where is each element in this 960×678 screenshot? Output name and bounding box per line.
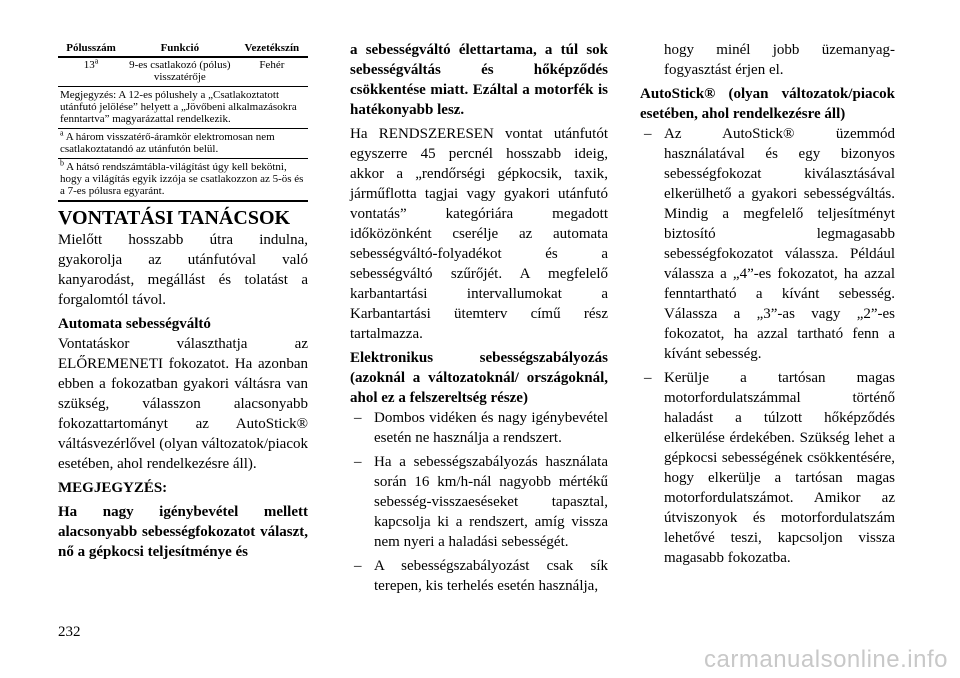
col-header-color: Vezetékszín	[236, 40, 308, 57]
col-header-pin: Pólusszám	[58, 40, 124, 57]
auto-transmission-title: Automata sebességváltó	[58, 316, 211, 332]
pin-table	[58, 40, 308, 202]
list-item: – Ha a sebességszabályozás használata során 16 km/h-nál nagyobb mértékű sebesség-visszaeséseket tapasztal, kapcsolja ki a rendszert, amíg vissza nem nyeri a haladási sebességét.	[350, 452, 608, 552]
note-title: MEGJEGYZÉS:	[58, 480, 168, 496]
cruise-control-title: Elektronikus sebességszabályozás (azoknál a változatoknál/ országoknál, ahol ez a felszereltség része)	[350, 350, 608, 406]
cell-color: Fehér	[236, 57, 308, 87]
cell-pin: 13$^a$	[58, 57, 124, 87]
table-note	[58, 159, 308, 202]
list-item: – A sebességszabályozást csak sík terepen, kis terhelés esetén használja,	[350, 556, 608, 596]
table-row	[58, 57, 308, 87]
note-b: $^b$ A hátsó rendszámtábla-világítást úgy kell bekötni, hogy a világítás egyik izzója se csatlakozzon az 5-ös és a 7-es pólusra egyaránt.	[58, 159, 308, 202]
cruise-control-list	[350, 408, 608, 596]
page-number: 232	[58, 624, 81, 640]
table-note	[58, 129, 308, 159]
table-note	[58, 87, 308, 129]
note-text: Ha nagy igénybevétel mellett alacsonyabb sebességfokozatot választ, nő a gépkocsi teljesítménye és	[58, 504, 308, 560]
col-header-function: Funkció	[124, 40, 236, 57]
list-item: – Kerülje a tartósan magas motorfordulatszámmal történő haladást a túlzott hőképződés elkerülése érdekében. Szükség lehet a gépkocsi sebességének csökkentésére, hogy elkerülje a tartósan magas motorfordulatszámot. Amikor az útviszonyok és motorfordulatszám lehetővé teszi, kapcsoljon vissza magasabb fokozatba.	[640, 368, 895, 568]
note-continuation: a sebességváltó élettartama, a túl sok sebességváltás és hőképződés csökkentése miatt. Ezáltal a motorfék is hatékonyabb lesz.	[350, 42, 608, 118]
auto-transmission-text: Vontatáskor választhatja az ELŐREMENETI fokozatot. Ha azonban ebben a fokozatban gyakori váltásra van szükség, válasszon alacsonyabb fokozattartományt az AutoStick® váltásvezérlővel (olyan változatok/piacok esetében, ahol rendelkezésre áll).	[58, 336, 308, 472]
autostick-title: AutoStick® (olyan változatok/piacok esetében, ahol rendelkezésre áll)	[640, 86, 895, 122]
middle-column	[350, 40, 608, 600]
cell-function: 9-es csatlakozó (pólus) visszatérője	[124, 57, 236, 87]
note-a: $^a$ A három visszatérő-áramkör elektromosan nem csatlakoztatandó az utánfutón belül.	[58, 129, 308, 159]
list-item: – Dombos vidéken és nagy igénybevétel esetén ne használja a rendszert.	[350, 408, 608, 448]
watermark: carmanualsonline.info	[704, 646, 948, 673]
cruise-continuation: hogy minél jobb üzemanyag-fogyasztást érjen el.	[664, 42, 895, 78]
note-general: Megjegyzés: A 12-es pólushely a „Csatlakoztatott utánfutó jelölése” helyett a „Jövőbeni alkalmazásokra fenntartva” magyarázattal rendelkezik.	[58, 87, 308, 129]
list-item: – Az AutoStick® üzemmód használatával és egy bizonyos sebességfokozat kiválasztásával elkerülhető a gyakori sebességváltás. Mindig a megfelelő teljesítményt biztosító legmagasabb sebességfokozatot válassza. Például válassza a „4”-es fokozatot, ha azzal fenntartható a kívánt sebesség. Válassza a „3”-as vagy „2”-es fokozatot, ha azzal tartható fenn a kívánt sebesség.	[640, 124, 895, 364]
left-column	[58, 40, 308, 562]
autostick-list	[640, 124, 895, 568]
regular-towing-paragraph: Ha RENDSZERESEN vontat utánfutót egyszerre 45 percnél hosszabb ideig, akkor a „rendőrségi gépkocsik, taxik, járműflotta tagjai vagy gyakori utánfutó vontatás” kategóriára megadott időközönként cserélje az automata sebességváltó-folyadékot és a sebességváltó szűrőjét. A megfelelő karbantartási intervallumokat a Karbantartási ütemterv című rész tartalmazza.	[350, 126, 608, 342]
intro-paragraph: Mielőtt hosszabb útra indulna, gyakorolja az utánfutóval való kanyarodást, megállást és tolatást a forgalomtól távol.	[58, 232, 308, 308]
right-column	[640, 40, 895, 572]
section-heading: VONTATÁSI TANÁCSOK	[58, 207, 291, 229]
